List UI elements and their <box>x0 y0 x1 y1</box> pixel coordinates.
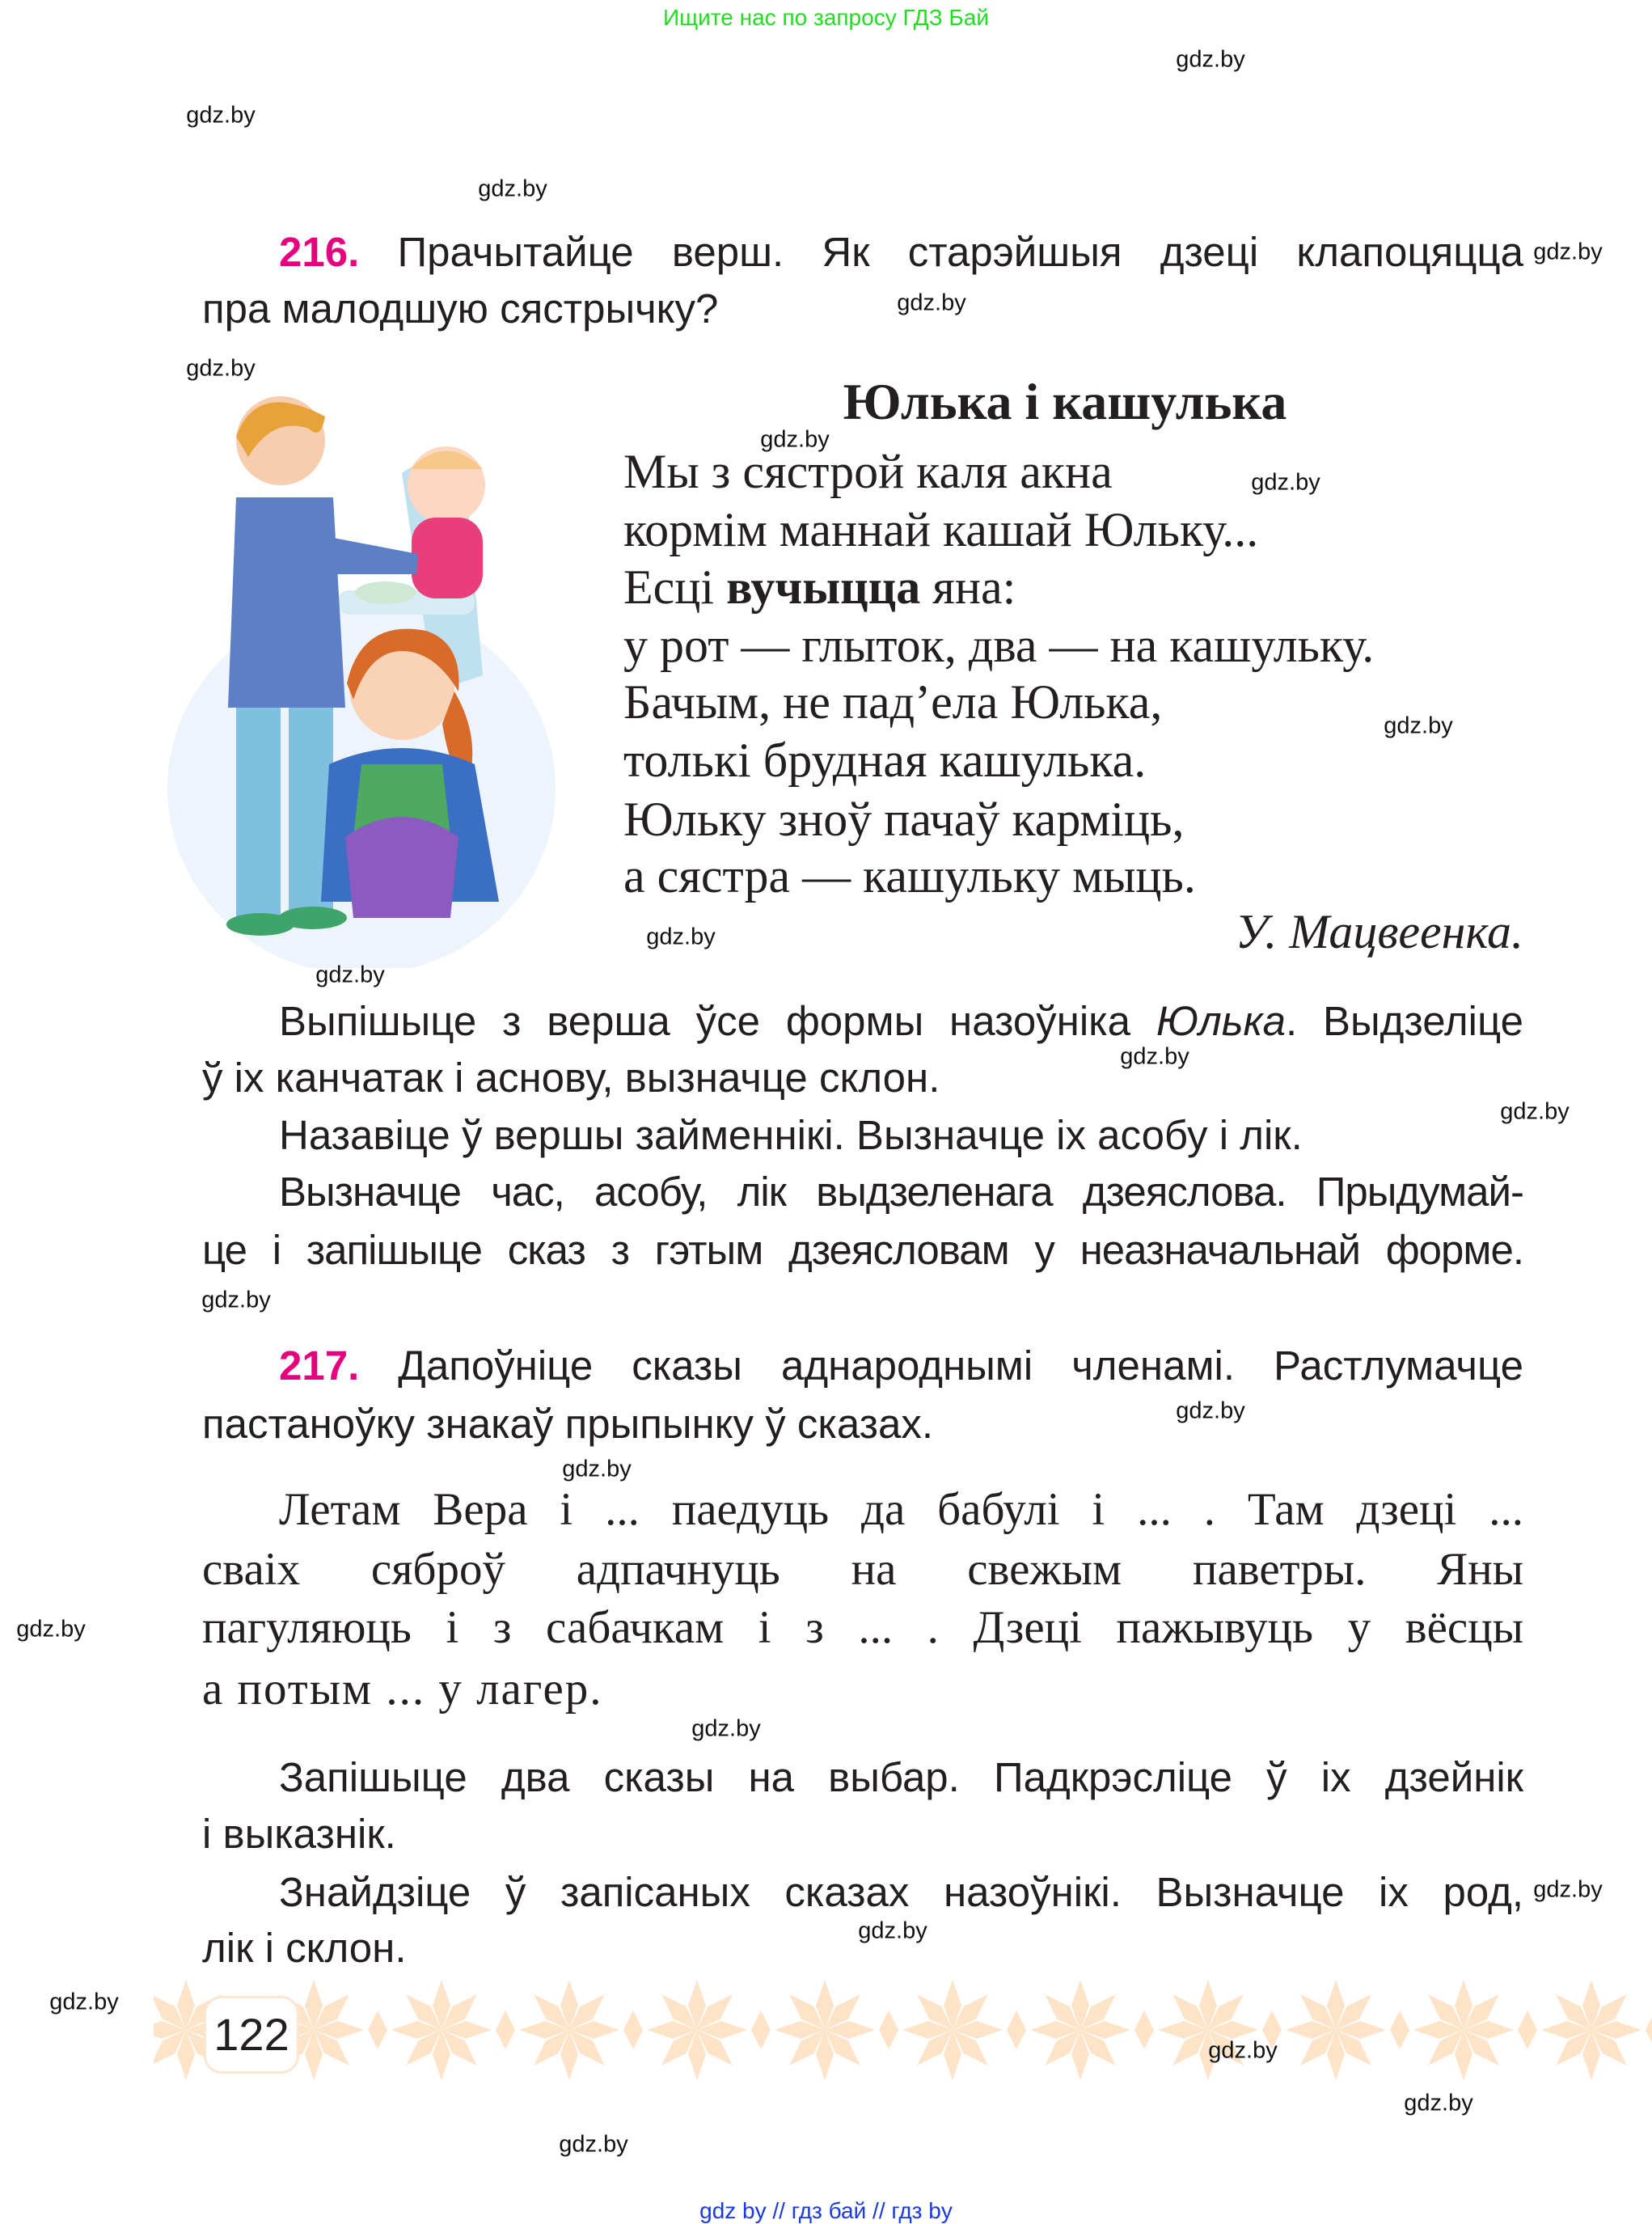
ornament-diamond <box>879 2010 898 2049</box>
exercise-sentence-line: а потым ... у лагер. <box>202 1664 603 1715</box>
watermark: gdz.by <box>760 426 830 453</box>
ornament-diamond <box>1007 2010 1026 2049</box>
poem-text: Есці <box>623 560 727 614</box>
ornament-star <box>519 1980 619 2080</box>
task-text <box>279 997 1523 1046</box>
task-text: і выказнік. <box>202 1811 396 1857</box>
watermark: gdz.by <box>16 1616 86 1643</box>
watermark: gdz.by <box>478 175 547 202</box>
watermark: gdz.by <box>1176 1397 1245 1424</box>
task-text: лік і склон. <box>202 1925 407 1971</box>
poem-line: а сястра — кашульку мыць. <box>623 849 1196 903</box>
task-text-part: . Выдзеліце <box>1286 998 1524 1044</box>
watermark: gdz.by <box>49 1989 119 2015</box>
exercise-216-heading-line2: пра малодшую сястрычку? <box>202 285 719 332</box>
ornament-diamond <box>1390 2010 1409 2049</box>
watermark: gdz.by <box>1208 2037 1278 2064</box>
watermark: gdz.by <box>1120 1043 1189 1070</box>
task-text: Запішыце два сказы на выбар. Падкрэсліце ў іх дзейнік <box>279 1754 1523 1800</box>
poem-line: толькі брудная кашулька. <box>623 734 1147 787</box>
exercise-number: 216. <box>279 229 360 275</box>
task-text: ў іх канчатак і аснову, вызначце склон. <box>202 1055 940 1101</box>
exercise-sentence-line: сваіх сяброў адпачнуць на свежым паветры. Яны <box>202 1544 1523 1595</box>
exercise-text: Дапоўніце сказы аднароднымі членамі. Растлумачце <box>398 1342 1524 1389</box>
poem-text: яна: <box>920 560 1016 614</box>
exercise-sentence-line: пагуляюць і з сабачкам і з ... . Дзеці пажывуць у вёсцы <box>202 1602 1523 1653</box>
poem-title: Юлька і кашулька <box>843 373 1287 430</box>
watermark: gdz.by <box>201 1287 271 1313</box>
poem-author: У. Мацвеенка. <box>1235 905 1523 958</box>
watermark: gdz.by <box>646 924 716 950</box>
ornament-diamond <box>623 2010 643 2049</box>
poem-line: Мы з сястрой каля акна <box>623 445 1113 498</box>
poem-line: кормім маннай кашай Юльку... <box>623 503 1259 556</box>
exercise-sentence-line: Летам Вера і ... паедуць да бабулі і ... . Там дзеці ... <box>279 1484 1523 1535</box>
ornament-star <box>1158 1980 1258 2080</box>
ornament-star <box>1541 1980 1641 2080</box>
ornament-diamond <box>1646 2010 1652 2049</box>
ornament-diamond <box>496 2010 515 2049</box>
ornament-border <box>154 1973 1652 2087</box>
poem-line: Бачым, не пад’ела Юлька, <box>623 675 1163 729</box>
watermark: gdz.by <box>1251 469 1320 496</box>
ornament-star <box>1413 1980 1514 2080</box>
ornament-star <box>1286 1980 1386 2080</box>
ornament-diamond <box>1134 2010 1154 2049</box>
ornament-diamond <box>368 2010 387 2049</box>
ornament-diamond <box>1518 2010 1537 2049</box>
watermark: gdz.by <box>1533 239 1603 265</box>
task-text: Вызначце час, асобу, лік выдзеленага дзеяслова. Прыдумай- <box>279 1169 1523 1215</box>
ornament-star <box>647 1980 747 2080</box>
watermark: gdz.by <box>1176 46 1245 73</box>
footer-links[interactable]: gdz by // гдз бай // гдз by <box>699 2198 953 2223</box>
task-text: Назавіце ў вершы займеннікі. Вызначце іх асобу і лік. <box>279 1112 1303 1158</box>
ornament-star <box>391 1980 492 2080</box>
task-text: це і запішыце сказ з гэтым дзеясловам у неазначальнай форме. <box>202 1227 1523 1273</box>
watermark: gdz.by <box>315 962 385 988</box>
exercise-217-heading <box>279 1342 1523 1390</box>
poem-line: у рот — глыток, два — на кашульку. <box>623 619 1375 672</box>
watermark: gdz.by <box>186 102 256 129</box>
task-text-italic: Юлька <box>1156 998 1286 1044</box>
poem-line <box>623 560 1016 614</box>
exercise-216-heading <box>279 228 1523 277</box>
poem-line: Юльку зноў пачаў карміць, <box>623 793 1185 846</box>
page-number: 122 <box>204 1996 299 2074</box>
exercise-text: Прачытайце верш. Як старэйшыя дзеці клапоцяцца <box>397 229 1523 275</box>
watermark: gdz.by <box>562 1456 632 1482</box>
watermark: gdz.by <box>691 1715 761 1742</box>
exercise-217-heading-line2: пастаноўку знакаў прыпынку ў сказах. <box>202 1401 934 1447</box>
watermark: gdz.by <box>1500 1098 1570 1125</box>
highlighted-verb: вучыцца <box>726 560 921 614</box>
task-text-part: Выпішыце з верша ўсе формы назоўніка <box>279 998 1156 1044</box>
ornament-star <box>1030 1980 1130 2080</box>
illustration-children-feeding <box>159 384 564 968</box>
watermark: gdz.by <box>1384 712 1453 739</box>
watermark: gdz.by <box>858 1917 927 1944</box>
exercise-number: 217. <box>279 1342 360 1389</box>
ornament-star <box>902 1980 1003 2080</box>
watermark: gdz.by <box>897 290 966 316</box>
task-text: Знайдзіце ў запісаных сказах назоўнікі. Вызначце іх род, <box>279 1869 1523 1915</box>
ornament-star <box>775 1980 875 2080</box>
search-banner[interactable]: Ищите нас по запросу ГДЗ Бай <box>662 5 990 30</box>
watermark: gdz.by <box>559 2131 628 2158</box>
ornament-diamond <box>751 2010 771 2049</box>
watermark: gdz.by <box>1404 2090 1473 2116</box>
watermark: gdz.by <box>186 355 256 382</box>
watermark: gdz.by <box>1533 1876 1603 1903</box>
